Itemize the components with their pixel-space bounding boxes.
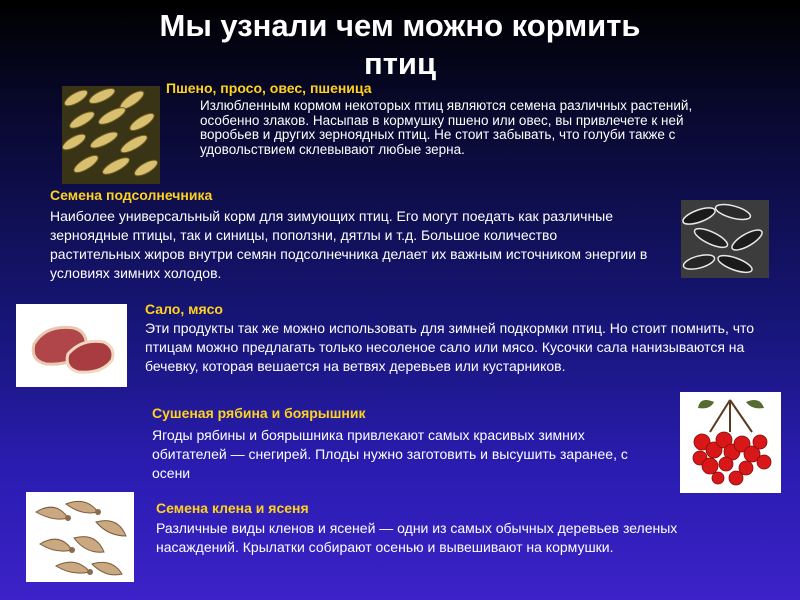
section-heading-rowan: Сушеная рябина и боярышник <box>152 405 366 421</box>
section-heading-sunflower: Семена подсолнечника <box>50 187 213 203</box>
rowan-berries-photo <box>680 392 781 493</box>
section-heading-grains: Пшено, просо, овес, пшеница <box>166 80 372 96</box>
section-text-sunflower: Наиболее универсальный корм для зимующих птиц. Его могут поедать как различные зерноядные птицы, так и синицы, поползни, дятлы и т.д. Большое количество растительных жиров внутри семян подсолнечника делает их важным источником энергии в условиях зимних холодов. <box>50 208 648 281</box>
slide-title <box>0 6 800 84</box>
sunflower-seeds-photo <box>681 200 769 278</box>
section-text-meat: Эти продукты так же можно использовать для зимней подкормки птиц. Но стоит помнить, что птицам можно предлагать только несоленое сало или мясо. Кусочки сала нанизываются на бечевку, которая вешается на ветвях деревьев или кустарников. <box>145 320 755 374</box>
section-heading-meat: Сало, мясо <box>145 301 223 317</box>
slide-title-line-1: Мы узнали чем можно кормить <box>159 8 641 43</box>
grain-photo <box>62 86 160 184</box>
section-text-grains: Излюбленным кормом некоторых птиц являются семена различных растений, особенно злаков. Насыпав в кормушку пшено или овес, вы привлечете к ней воробьев и других зерноядных птиц. Не стоит забывать, что голуби также с удовольствием склевывают любые зерна. <box>200 98 693 157</box>
section-text-rowan: Ягоды рябины и боярышника привлекают самых красивых зимних обитателей — снегирей. Плоды нужно заготовить и высушить заранее, с осени <box>152 427 628 481</box>
section-heading-maple: Семена клена и ясеня <box>156 500 309 516</box>
section-text-maple: Различные виды кленов и ясеней — одни из самых обычных деревьев зеленых насаждений. Крылатки собирают осенью и вывешивают на кормушки. <box>156 520 678 555</box>
maple-seeds-photo <box>26 492 134 582</box>
slide-title-line-2: птиц <box>363 46 437 81</box>
meat-photo <box>16 304 127 387</box>
